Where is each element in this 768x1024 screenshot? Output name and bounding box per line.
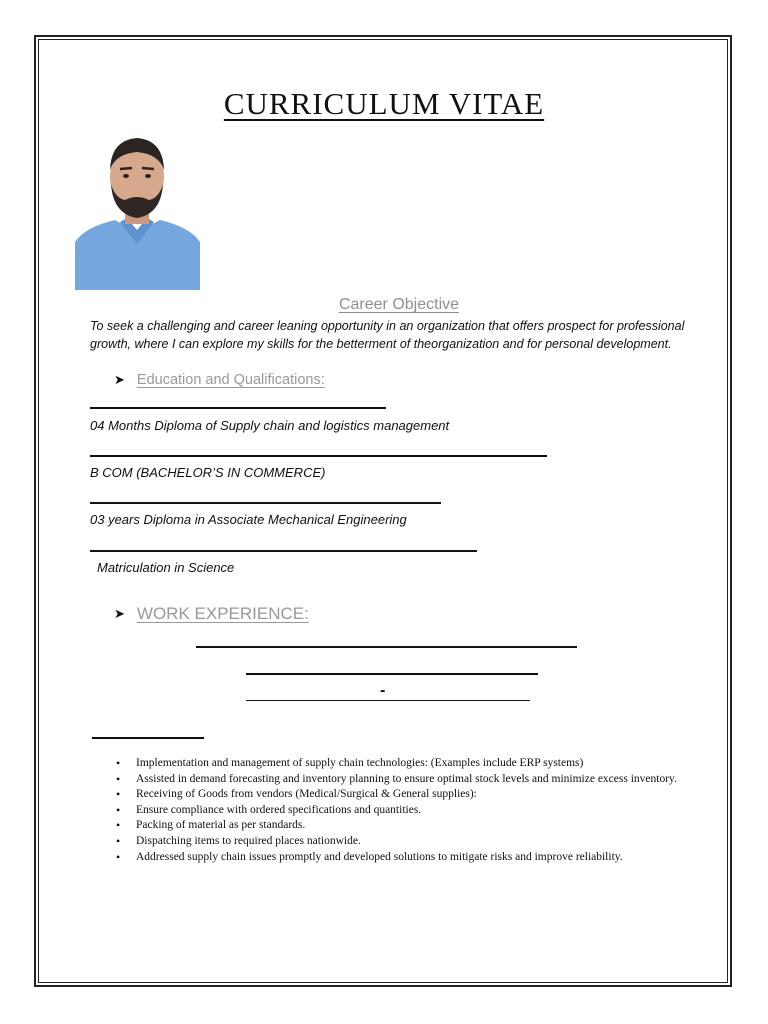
divider-line	[196, 646, 577, 648]
career-objective-heading: Career Objective	[338, 296, 460, 313]
education-item: 04 Months Diploma of Supply chain and logistics management	[90, 418, 450, 433]
separator-dash: -	[380, 682, 386, 699]
work-experience-heading-row	[114, 604, 309, 624]
education-item: Matriculation in Science	[97, 560, 235, 575]
career-objective-text: To seek a challenging and career leaning opportunity in an organization that offers prospect for professional growth, where I can explore my skills for the betterment of theorganization and for personal development.	[90, 319, 685, 351]
divider-line	[92, 737, 204, 739]
document-title: CURRICULUM VITAE	[223, 86, 545, 121]
list-item: • Assisted in demand forecasting and inventory planning to ensure optimal stock levels and minimize excess inventory.	[112, 772, 682, 788]
education-item: 03 years Diploma in Associate Mechanical Engineering	[90, 512, 407, 527]
arrowhead-bullet-icon: ➤	[114, 372, 125, 387]
list-item: • Packing of material as per standards.	[112, 818, 682, 834]
list-item: • Implementation and management of supply chain technologies: (Examples include ERP systems)	[112, 756, 682, 772]
profile-photo	[75, 132, 200, 290]
divider-line	[246, 700, 530, 701]
divider-line	[90, 502, 441, 504]
divider-line	[90, 407, 386, 409]
work-experience-heading: WORK EXPERIENCE:	[136, 604, 309, 623]
education-heading: Education and Qualifications:	[136, 372, 325, 388]
list-item: • Ensure compliance with ordered specifications and quantities.	[112, 803, 682, 819]
divider-line	[90, 455, 547, 457]
education-heading-row	[114, 372, 325, 388]
duties-list	[112, 756, 682, 865]
divider-line	[246, 673, 538, 675]
list-item: • Receiving of Goods from vendors (Medical/Surgical & General supplies):	[112, 787, 682, 803]
divider-line	[90, 550, 477, 552]
list-item: • Dispatching items to required places nationwide.	[112, 834, 682, 850]
list-item: • Addressed supply chain issues promptly and developed solutions to mitigate risks and improve reliability.	[112, 850, 682, 866]
education-item: B COM (BACHELOR’S IN COMMERCE)	[90, 465, 326, 480]
arrowhead-bullet-icon: ➤	[114, 606, 125, 621]
